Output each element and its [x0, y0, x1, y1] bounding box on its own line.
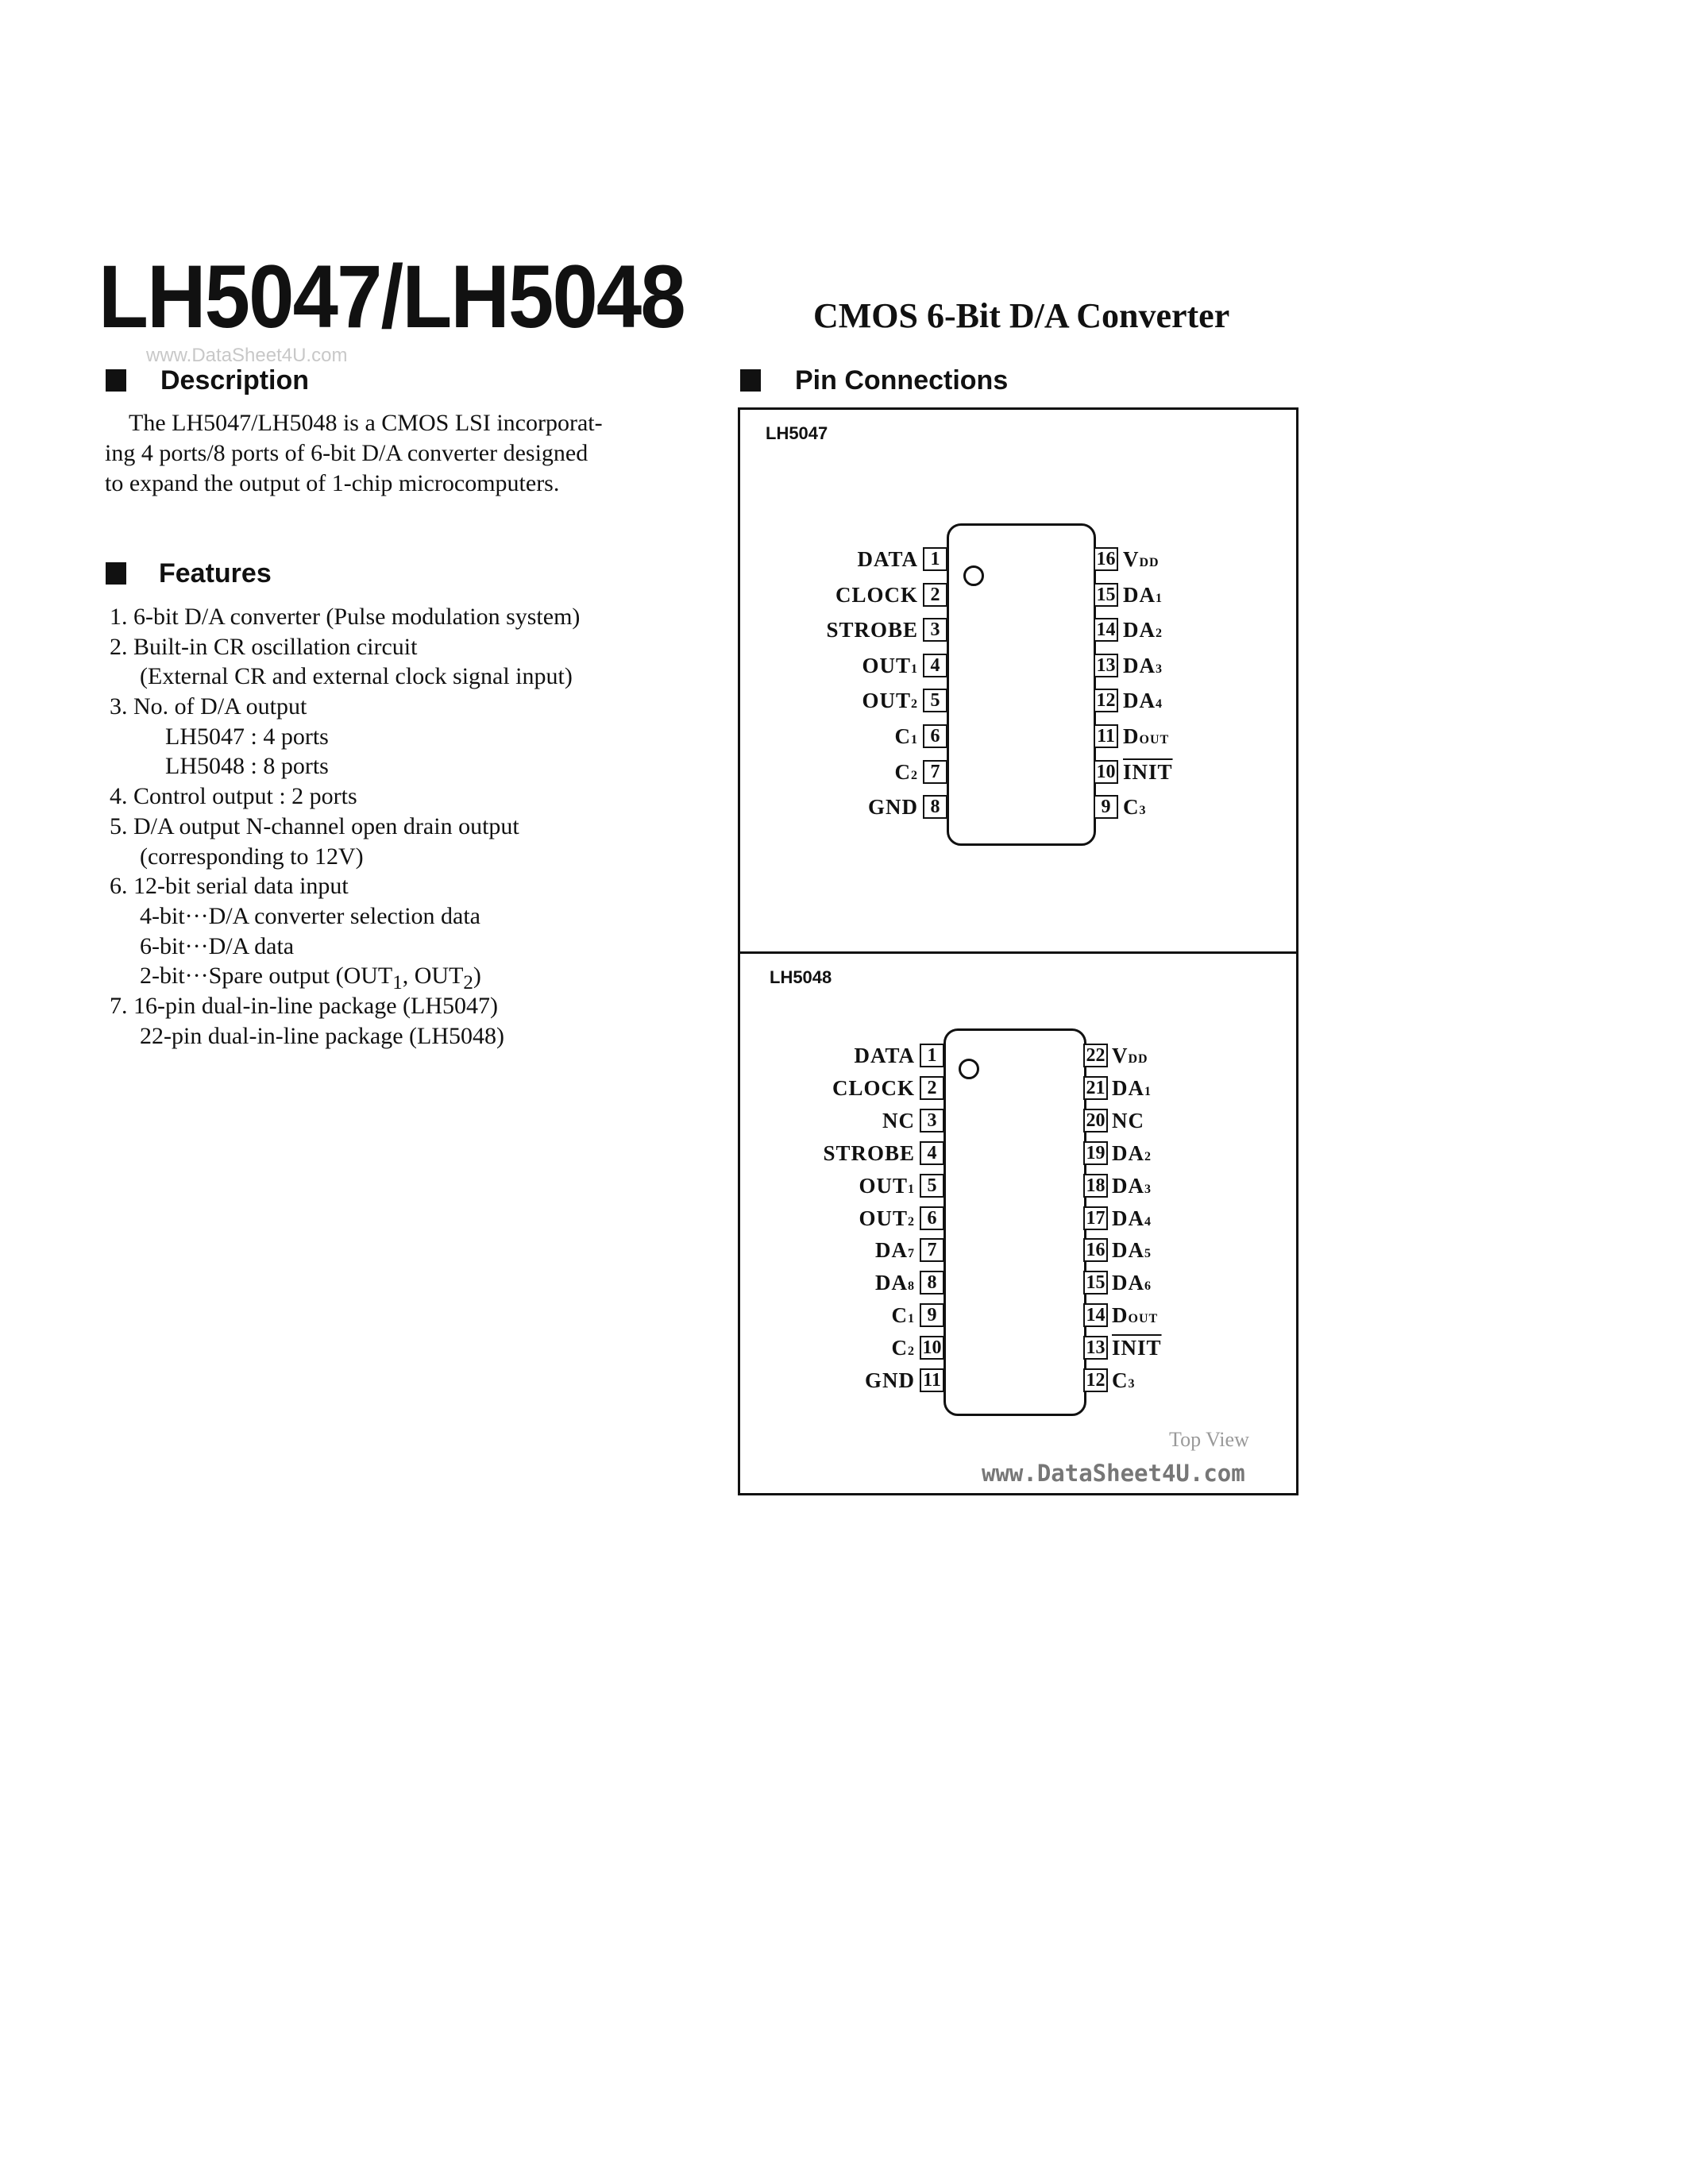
- pin-7-box: 7: [920, 1238, 944, 1262]
- pin-8-label: GND: [868, 795, 918, 820]
- feature-item: 22-pin dual-in-line package (LH5048): [140, 1022, 505, 1049]
- pin-21-label: DA1: [1112, 1075, 1152, 1100]
- text: ): [473, 963, 481, 990]
- pin-3-label: STROBE: [826, 618, 918, 642]
- watermark: www.DataSheet4U.com: [982, 1460, 1245, 1487]
- pin-4-box: 4: [920, 1141, 944, 1165]
- pin-17-box: 17: [1083, 1206, 1108, 1230]
- lh5047-label: LH5047: [766, 423, 828, 443]
- feature-item: 2. Built-in CR oscillation circuit: [110, 633, 418, 660]
- pin-16-box: 16: [1094, 547, 1118, 571]
- feature-item: 1. 6-bit D/A converter (Pulse modulation system): [110, 604, 581, 630]
- pin-11-box: 11: [1094, 724, 1118, 748]
- pin-10-label: INIT: [1123, 759, 1173, 784]
- feature-item: (corresponding to 12V): [140, 843, 364, 870]
- pin-6-label: OUT2: [859, 1206, 915, 1230]
- pin-11-label: GND: [865, 1368, 915, 1392]
- pin-5-box: 5: [923, 689, 947, 712]
- feature-item: (External CR and external clock signal input): [140, 663, 573, 690]
- lh5048-label: LH5048: [770, 967, 832, 987]
- pin-3-box: 3: [923, 618, 947, 642]
- pin-16-label: VDD: [1123, 547, 1160, 571]
- feature-item: LH5048 : 8 ports: [165, 753, 329, 780]
- pin-10-box: 10: [920, 1336, 944, 1360]
- section-bullet-icon: [106, 562, 126, 585]
- feature-item: [110, 961, 580, 994]
- pin-2-box: 2: [920, 1076, 944, 1100]
- feature-item: 7. 16-pin dual-in-line package (LH5047): [110, 992, 499, 1019]
- pin-1-box: 1: [920, 1044, 944, 1067]
- pin-8-label: DA8: [875, 1271, 915, 1295]
- pin-13-box: 13: [1083, 1336, 1108, 1360]
- pin-22-label: VDD: [1112, 1044, 1148, 1067]
- pin-14-label: DOUT: [1112, 1303, 1159, 1328]
- watermark: www.DataSheet4U.com: [146, 345, 348, 366]
- pin-14-box: 14: [1094, 618, 1118, 642]
- subscript: 2: [463, 972, 473, 994]
- pin-11-box: 11: [920, 1368, 944, 1392]
- pin-10-label: C2: [891, 1336, 915, 1360]
- pin-21-box: 21: [1083, 1076, 1108, 1100]
- pin-2-box: 2: [923, 583, 947, 607]
- description-line: to expand the output of 1-chip microcomputers.: [105, 470, 560, 496]
- lh5048-chip-body: [943, 1028, 1086, 1416]
- pin-1-box: 1: [923, 547, 947, 571]
- pin-2-label: CLOCK: [835, 582, 918, 607]
- feature-item: 6. 12-bit serial data input: [110, 873, 349, 900]
- pin-17-label: DA4: [1112, 1206, 1152, 1230]
- pin-20-label: NC: [1112, 1108, 1144, 1133]
- pin-7-label: DA7: [875, 1238, 915, 1263]
- pin-5-label: OUT1: [859, 1173, 915, 1198]
- pin-14-box: 14: [1083, 1303, 1108, 1327]
- feature-item: 3. No. of D/A output: [110, 693, 307, 720]
- feature-item: 4. Control output : 2 ports: [110, 783, 357, 810]
- description-line: ing 4 ports/8 ports of 6-bit D/A converter designed: [105, 440, 588, 466]
- pin-12-box: 12: [1094, 689, 1118, 712]
- top-view-label: Top View: [1169, 1428, 1249, 1451]
- pin-2-label: CLOCK: [832, 1075, 915, 1100]
- pin-13-label: DA3: [1123, 653, 1163, 677]
- pin-1-label: DATA: [857, 547, 918, 571]
- pin-12-label: DA4: [1123, 689, 1163, 713]
- section-bullet-icon: [106, 369, 126, 392]
- document-title: LH5047/LH5048: [98, 247, 685, 346]
- pin-9-label: C3: [1123, 795, 1147, 820]
- section-bullet-icon: [740, 369, 761, 392]
- pin-18-label: DA3: [1112, 1173, 1152, 1198]
- pin-16-box: 16: [1083, 1238, 1108, 1262]
- pin-6-box: 6: [920, 1206, 944, 1230]
- pin-15-label: DA6: [1112, 1271, 1152, 1295]
- pin-3-label: NC: [882, 1108, 915, 1133]
- pin-20-box: 20: [1083, 1109, 1108, 1133]
- description-line: The LH5047/LH5048 is a CMOS LSI incorporat-: [129, 410, 603, 436]
- pin-4-box: 4: [923, 654, 947, 677]
- pin-connections-heading: Pin Connections: [795, 365, 1009, 396]
- pin-9-box: 9: [920, 1303, 944, 1327]
- description-heading: Description: [160, 365, 310, 396]
- text: 2-bit···Spare output (OUT: [140, 963, 393, 990]
- pin-12-label: C3: [1112, 1368, 1136, 1392]
- pin-14-label: DA2: [1123, 618, 1163, 642]
- pin-8-box: 8: [920, 1271, 944, 1295]
- pin-13-label: INIT: [1112, 1336, 1162, 1360]
- pin-12-box: 12: [1083, 1368, 1108, 1392]
- features-list: [110, 602, 580, 1051]
- pin-13-box: 13: [1094, 654, 1118, 677]
- pin1-marker-icon: [963, 565, 984, 586]
- pin-6-box: 6: [923, 724, 947, 748]
- subscript: 1: [392, 972, 403, 994]
- divider: [738, 951, 1296, 954]
- pin-8-box: 8: [923, 795, 947, 819]
- description-text: [105, 408, 603, 499]
- pin-1-label: DATA: [854, 1044, 915, 1067]
- pin-15-box: 15: [1083, 1271, 1108, 1295]
- pin-15-label: DA1: [1123, 582, 1163, 607]
- pin-15-box: 15: [1094, 583, 1118, 607]
- pin-5-label: OUT2: [862, 689, 918, 713]
- pin-10-box: 10: [1094, 760, 1118, 784]
- pin-11-label: DOUT: [1123, 724, 1170, 748]
- feature-item: LH5047 : 4 ports: [165, 723, 329, 750]
- pin-7-box: 7: [923, 760, 947, 784]
- pin-3-box: 3: [920, 1109, 944, 1133]
- feature-item: 6-bit···D/A data: [140, 932, 295, 959]
- document-subtitle: CMOS 6-Bit D/A Converter: [813, 296, 1230, 335]
- pin-9-box: 9: [1094, 795, 1118, 819]
- features-heading: Features: [159, 558, 272, 588]
- pin-4-label: OUT1: [862, 653, 918, 677]
- pin-7-label: C2: [894, 759, 918, 784]
- pin-9-label: C1: [891, 1303, 915, 1328]
- pin-19-label: DA2: [1112, 1140, 1152, 1165]
- feature-item: 4-bit···D/A converter selection data: [140, 902, 480, 929]
- pin-22-box: 22: [1083, 1044, 1108, 1067]
- text: , OUT: [402, 963, 464, 990]
- pin-6-label: C1: [894, 724, 918, 748]
- pin-19-box: 19: [1083, 1141, 1108, 1165]
- pin-18-box: 18: [1083, 1174, 1108, 1198]
- feature-item: 5. D/A output N-channel open drain output: [110, 812, 519, 839]
- pin-4-label: STROBE: [823, 1140, 915, 1165]
- pin1-marker-icon: [959, 1059, 979, 1079]
- pin-16-label: DA5: [1112, 1238, 1152, 1263]
- pin-5-box: 5: [920, 1174, 944, 1198]
